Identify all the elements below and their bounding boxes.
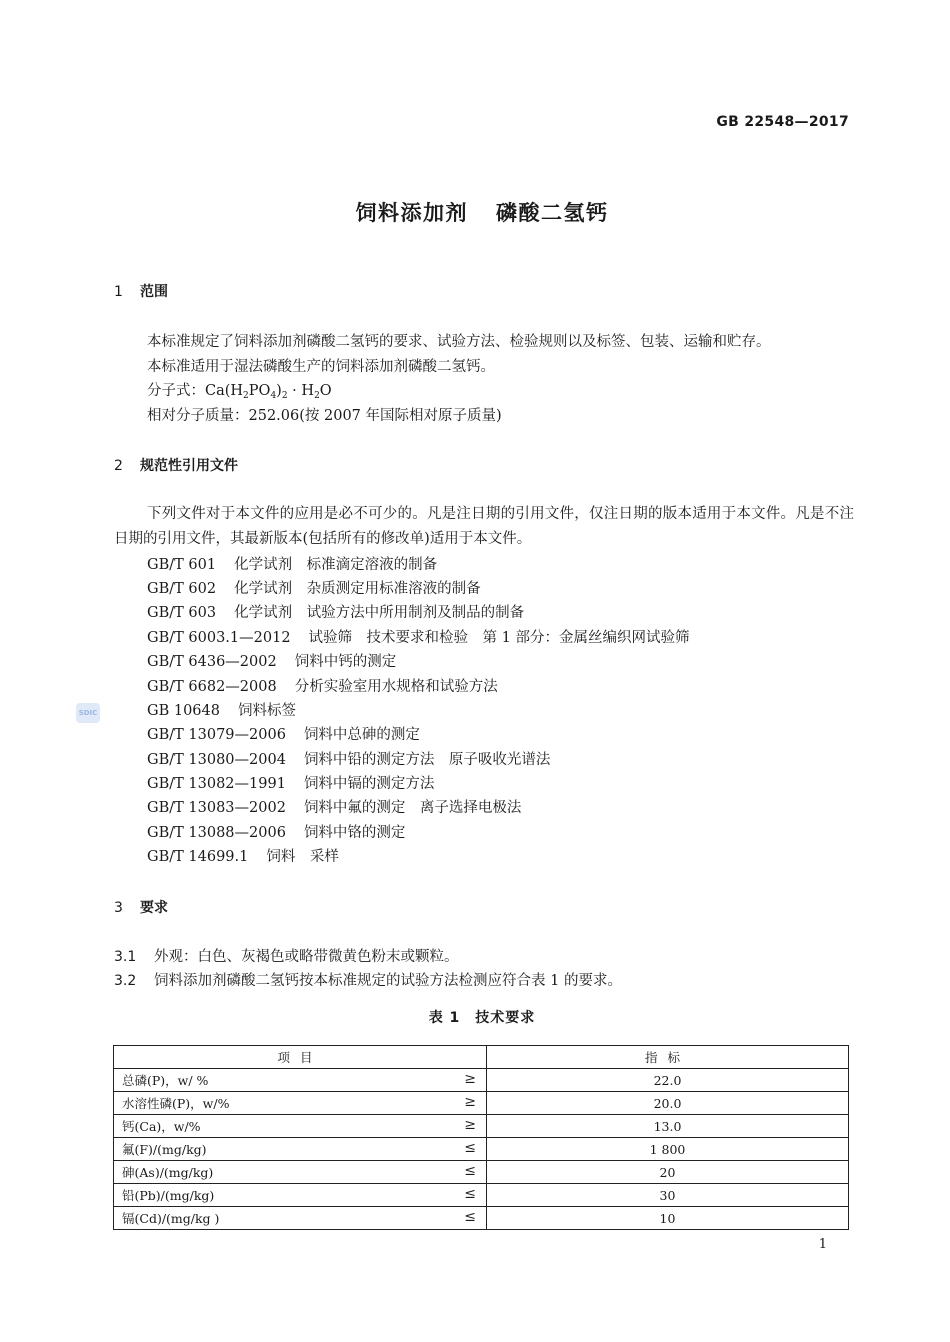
- section-title: 要求: [140, 900, 168, 916]
- row-value: 22.0: [487, 1069, 849, 1092]
- row-value: 20: [487, 1161, 849, 1184]
- row-item: [114, 1161, 487, 1184]
- clause-text: 外观：白色、灰褐色或略带微黄色粉末或颗粒。: [154, 949, 459, 965]
- row-value: 10: [487, 1207, 849, 1230]
- comparison-symbol: ≤: [464, 1186, 476, 1202]
- comparison-symbol: ≥: [464, 1094, 476, 1110]
- section-number: 1: [114, 284, 123, 300]
- title-part-1: 饲料添加剂: [355, 201, 468, 225]
- standard-code: GB 22548—2017: [716, 114, 849, 130]
- row-value: 20.0: [487, 1092, 849, 1115]
- comparison-symbol: ≤: [464, 1163, 476, 1179]
- reference-title: 化学试剂 标准滴定溶液的制备: [234, 557, 438, 573]
- scope-paragraph-1: 本标准规定了饲料添加剂磷酸二氢钙的要求、试验方法、检验规则以及标签、包装、运输和贮存。: [147, 334, 771, 350]
- row-item: [114, 1115, 487, 1138]
- reference-title: 饲料中氟的测定 离子选择电极法: [303, 800, 522, 816]
- header-item: 项目: [114, 1046, 487, 1069]
- comparison-symbol: ≤: [464, 1209, 476, 1225]
- table-row: [114, 1207, 849, 1230]
- section-title: 范围: [140, 284, 168, 300]
- row-item: [114, 1069, 487, 1092]
- section-heading-requirements: [114, 897, 168, 917]
- reference-item: [147, 772, 434, 793]
- reference-code: GB/T 13082—1991: [147, 776, 286, 792]
- row-item: [114, 1138, 487, 1161]
- row-label: 铅(Pb)/(mg/kg): [122, 1188, 215, 1203]
- section-title: 规范性引用文件: [140, 458, 238, 474]
- comparison-symbol: ≥: [464, 1071, 476, 1087]
- section-number: 3: [114, 900, 123, 916]
- reference-title: 化学试剂 杂质测定用标准溶液的制备: [234, 581, 481, 597]
- section-heading-scope: [114, 281, 168, 301]
- table-header-row: [114, 1046, 849, 1069]
- row-label: 氟(F)/(mg/kg): [122, 1142, 207, 1157]
- row-item: [114, 1207, 487, 1230]
- molecular-mass: 相对分子质量：252.06(按 2007 年国际相对原子质量): [147, 408, 502, 424]
- reference-title: 饲料标签: [237, 703, 296, 719]
- reference-code: GB/T 602: [147, 581, 217, 597]
- section-heading-references: [114, 455, 238, 475]
- reference-item: [147, 748, 550, 769]
- reference-title: 饲料中铬的测定: [303, 825, 406, 841]
- row-item: [114, 1184, 487, 1207]
- reference-item: [147, 675, 498, 696]
- table-row: [114, 1092, 849, 1115]
- table-caption: 表 1 技术要求: [428, 1010, 536, 1026]
- reference-code: GB 10648: [147, 703, 220, 719]
- reference-title: 分析实验室用水规格和试验方法: [294, 679, 498, 695]
- row-label: 镉(Cd)/(mg/kg ): [122, 1211, 220, 1226]
- document-title: [0, 197, 950, 227]
- reference-code: GB/T 13080—2004: [147, 752, 286, 768]
- row-label: 钙(Ca)，w/%: [122, 1119, 201, 1134]
- section-number: 2: [114, 458, 123, 474]
- row-label: 总磷(P)，w/ %: [122, 1073, 209, 1088]
- reference-item: [147, 699, 296, 720]
- reference-item: [147, 626, 690, 647]
- clause-3-1: [114, 945, 459, 966]
- row-value: 13.0: [487, 1115, 849, 1138]
- reference-item: [147, 577, 481, 598]
- formula-prefix: 分子式：Ca(H: [147, 383, 244, 399]
- requirements-table: [113, 1045, 849, 1230]
- reference-title: 试验筛 技术要求和检验 第 1 部分：金属丝编织网试验筛: [308, 630, 690, 646]
- formula-subscript: 2: [243, 391, 249, 401]
- reference-code: GB/T 603: [147, 605, 217, 621]
- reference-item: [147, 845, 339, 866]
- reference-title: 饲料中镉的测定方法: [303, 776, 435, 792]
- formula-part: PO: [248, 383, 271, 399]
- page-number: 1: [818, 1237, 827, 1252]
- reference-title: 饲料 采样: [266, 849, 339, 865]
- row-label: 水溶性磷(P)，w/%: [122, 1096, 230, 1111]
- reference-code: GB/T 13088—2006: [147, 825, 286, 841]
- molecular-formula: [147, 379, 332, 401]
- reference-code: GB/T 13079—2006: [147, 727, 286, 743]
- table-row: [114, 1184, 849, 1207]
- clause-number: 3.2: [114, 973, 137, 989]
- row-value: 1 800: [487, 1138, 849, 1161]
- reference-item: [147, 553, 437, 574]
- formula-subscript: 2: [281, 391, 288, 401]
- header-value: 指标: [487, 1046, 849, 1069]
- table-row: [114, 1115, 849, 1138]
- row-value: 30: [487, 1184, 849, 1207]
- reference-item: [147, 650, 396, 671]
- reference-item: [147, 796, 521, 817]
- title-part-2: 磷酸二氢钙: [496, 201, 609, 225]
- comparison-symbol: ≥: [464, 1117, 476, 1133]
- reference-code: GB/T 6003.1—2012: [147, 630, 291, 646]
- table-row: [114, 1161, 849, 1184]
- reference-title: 化学试剂 试验方法中所用制剂及制品的制备: [234, 605, 525, 621]
- formula-part: · H: [287, 383, 315, 399]
- clause-3-2: [114, 969, 622, 990]
- reference-code: GB/T 6682—2008: [147, 679, 277, 695]
- reference-item: [147, 723, 420, 744]
- formula-subscript: 4: [270, 391, 277, 401]
- reference-code: GB/T 6436—2002: [147, 654, 277, 670]
- reference-title: 饲料中钙的测定: [294, 654, 397, 670]
- reference-item: [147, 601, 524, 622]
- reference-item: [147, 821, 405, 842]
- comparison-symbol: ≤: [464, 1140, 476, 1156]
- scope-paragraph-2: 本标准适用于湿法磷酸生产的饲料添加剂磷酸二氢钙。: [147, 359, 495, 375]
- reference-code: GB/T 601: [147, 557, 217, 573]
- formula-subscript: 2: [314, 391, 320, 401]
- reference-title: 饲料中铅的测定方法 原子吸收光谱法: [303, 752, 551, 768]
- clause-text: 饲料添加剂磷酸二氢钙按本标准规定的试验方法检测应符合表 1 的要求。: [154, 973, 622, 989]
- references-intro: 下列文件对于本文件的应用是必不可少的。凡是注日期的引用文件，仅注日期的版本适用于本文件。凡是不注日期的引用文件，其最新版本(包括所有的修改单)适用于本文件。: [114, 506, 854, 547]
- formula-part: O: [319, 383, 332, 399]
- row-label: 砷(As)/(mg/kg): [122, 1165, 214, 1180]
- reference-title: 饲料中总砷的测定: [303, 727, 420, 743]
- table-row: [114, 1138, 849, 1161]
- row-item: [114, 1092, 487, 1115]
- watermark-logo: SDIC: [76, 703, 100, 723]
- table-row: [114, 1069, 849, 1092]
- reference-code: GB/T 14699.1: [147, 849, 249, 865]
- clause-number: 3.1: [114, 949, 137, 965]
- reference-code: GB/T 13083—2002: [147, 800, 286, 816]
- formula-part: ): [276, 383, 282, 399]
